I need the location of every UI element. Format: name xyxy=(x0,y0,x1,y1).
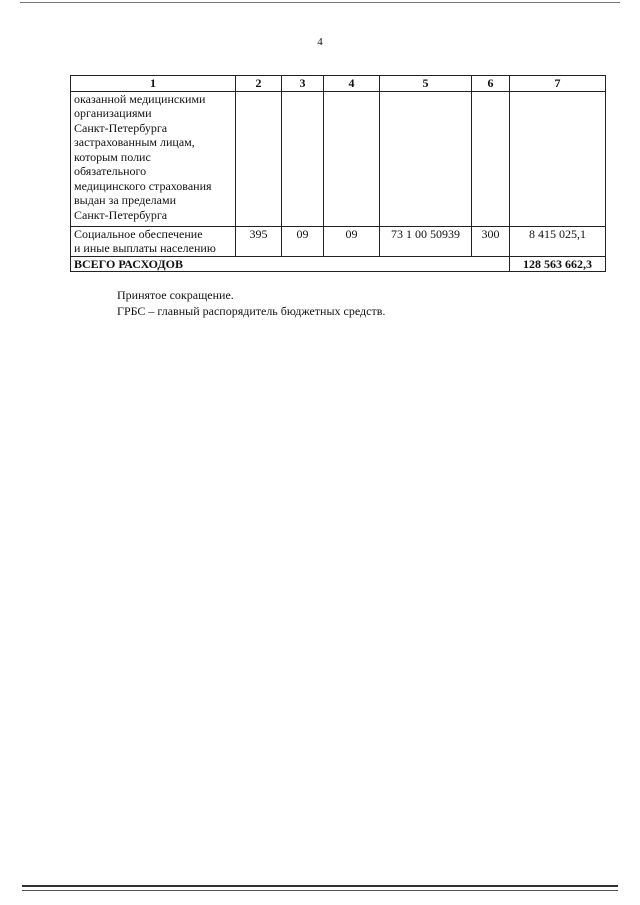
description-line: обязательного xyxy=(74,164,147,178)
expense-type-cell: 300 xyxy=(472,226,510,256)
header-cell-1: 1 xyxy=(71,76,236,92)
description-line: Санкт-Петербурга xyxy=(74,207,168,222)
header-cell-4: 4 xyxy=(324,76,380,92)
table-row xyxy=(71,91,606,226)
header-cell-3: 3 xyxy=(282,76,324,92)
total-label: ВСЕГО РАСХОДОВ xyxy=(71,256,510,272)
total-amount: 128 563 662,3 xyxy=(510,256,606,272)
page-number: 4 xyxy=(317,36,323,48)
table-row xyxy=(71,226,606,256)
abbreviation-definition: ГРБС – главный распорядитель бюджетных средств. xyxy=(117,304,386,318)
description-line: Социальное обеспечение xyxy=(74,226,203,241)
amount-cell xyxy=(510,91,606,226)
budget-table xyxy=(70,75,606,272)
subsection-cell xyxy=(324,91,380,226)
row-description xyxy=(71,226,236,256)
notes xyxy=(117,287,385,319)
grbs-cell xyxy=(236,91,282,226)
section-cell xyxy=(282,91,324,226)
header-cell-5: 5 xyxy=(380,76,472,92)
description-line: медицинского страхования xyxy=(74,178,212,193)
bottom-border-line xyxy=(22,885,618,887)
description-line: застрахованным лицам, xyxy=(74,135,195,149)
description-line: и иные выплаты населению xyxy=(74,241,216,255)
header-cell-7: 7 xyxy=(510,76,606,92)
bottom-border-line-thin xyxy=(22,890,618,891)
description-line: выдан за пределами xyxy=(74,193,176,207)
header-row xyxy=(71,76,606,92)
description-line: которым полис xyxy=(74,149,151,164)
top-border-line xyxy=(20,2,620,3)
section-cell: 09 xyxy=(282,226,324,256)
subsection-cell: 09 xyxy=(324,226,380,256)
target-article-cell: 73 1 00 50939 xyxy=(380,226,472,256)
description-line: Санкт-Петербурга xyxy=(74,120,168,135)
total-row xyxy=(71,256,606,272)
abbreviation-heading: Принятое сокращение. xyxy=(117,288,234,302)
amount-cell: 8 415 025,1 xyxy=(510,226,606,256)
grbs-cell: 395 xyxy=(236,226,282,256)
description-line: организациями xyxy=(74,106,152,120)
row-description xyxy=(71,91,236,226)
header-cell-6: 6 xyxy=(472,76,510,92)
target-article-cell xyxy=(380,91,472,226)
expense-type-cell xyxy=(472,91,510,226)
description-line: оказанной медицинскими xyxy=(74,91,206,106)
header-cell-2: 2 xyxy=(236,76,282,92)
